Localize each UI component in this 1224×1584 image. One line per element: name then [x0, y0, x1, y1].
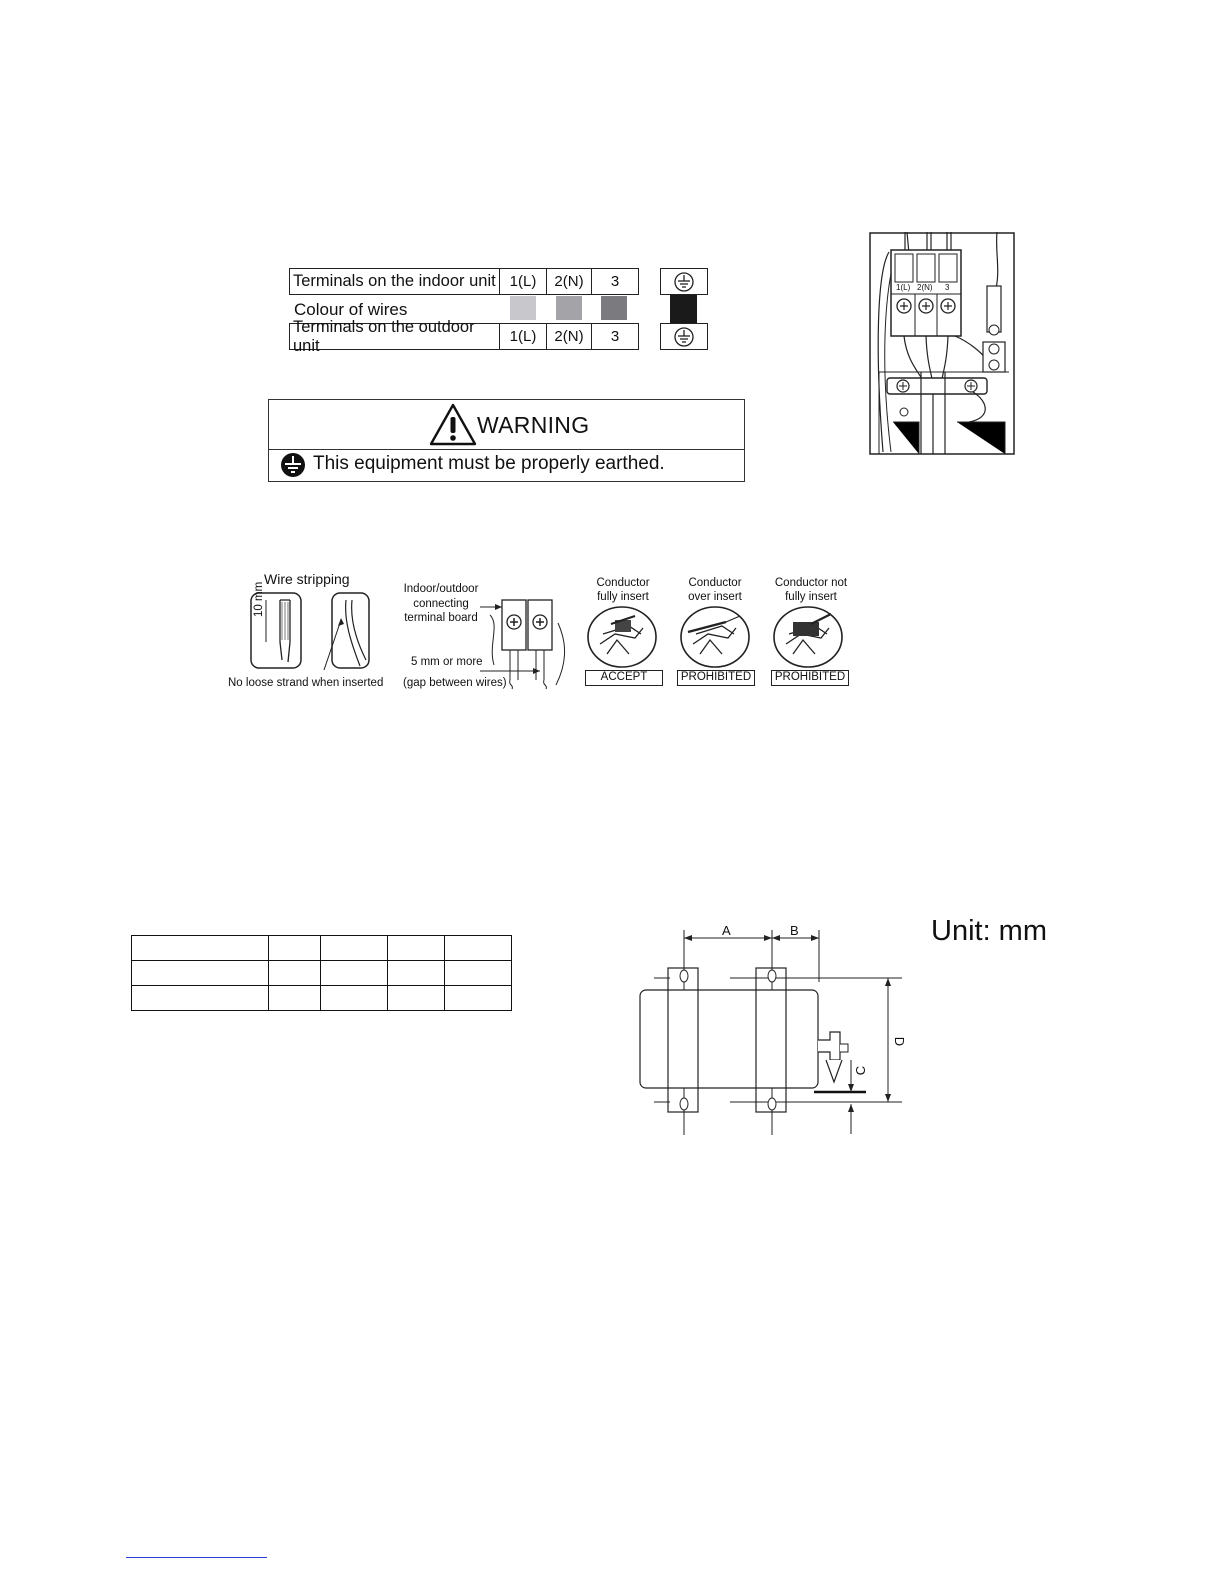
insertion-caption-not-full	[770, 576, 852, 604]
outdoor-terminals-label: Terminals on the outdoor unit	[289, 323, 500, 350]
figure-terminal-2: 2(N)	[917, 283, 933, 292]
terminal-board-label-line1: Indoor/outdoor	[403, 583, 479, 595]
outdoor-terminal-1: 1(L)	[499, 323, 547, 350]
terminal-board-figure	[869, 232, 1015, 455]
table-cell	[388, 936, 445, 961]
earth-ground-icon	[673, 271, 695, 293]
gap-note: (gap between wires)	[403, 677, 507, 689]
table-cell	[132, 986, 269, 1011]
table-cell	[445, 936, 512, 961]
table-cell	[132, 961, 269, 986]
indoor-terminals-label: Terminals on the indoor unit	[289, 268, 500, 295]
insertion-caption-1-line2: fully insert	[597, 591, 649, 603]
wire-colour-swatch-3	[601, 296, 627, 320]
indoor-terminal-1: 1(L)	[499, 268, 547, 295]
warning-divider	[269, 449, 744, 450]
table-cell	[132, 936, 269, 961]
outdoor-terminal-2: 2(N)	[546, 323, 592, 350]
dim-label-c: C	[853, 1065, 869, 1076]
verdict-prohibited-not-full: PROHIBITED	[771, 670, 849, 686]
terminal-board-gap-illustration	[480, 595, 570, 690]
table-cell	[388, 986, 445, 1011]
terminal-board-illustration	[869, 232, 1015, 455]
terminal-board-label-line2: connecting	[413, 597, 469, 610]
insertion-not-full-illustration	[774, 607, 842, 667]
unit-label: Unit: mm	[931, 915, 1047, 947]
dimension-table	[131, 935, 512, 1011]
table-cell	[445, 986, 512, 1011]
mounting-dimension-diagram	[630, 920, 920, 1135]
terminal-board-label	[401, 582, 481, 626]
outdoor-terminal-3: 3	[591, 323, 639, 350]
table-cell	[321, 961, 388, 986]
insertion-over-illustration	[681, 607, 749, 667]
conductor-insertion-illustrations	[585, 604, 855, 670]
insertion-accept-illustration	[588, 607, 656, 667]
table-cell	[445, 961, 512, 986]
table-cell	[321, 936, 388, 961]
table-row	[132, 961, 512, 986]
dim-label-d: D	[892, 1036, 908, 1047]
table-row	[132, 986, 512, 1011]
warning-title: WARNING	[477, 412, 590, 438]
insertion-caption-3-line1: Conductor not	[774, 577, 848, 589]
wire-colour-swatch-2	[556, 296, 582, 320]
no-loose-strand-note: No loose strand when inserted	[228, 677, 384, 689]
dim-label-a: A	[722, 923, 731, 938]
insertion-caption-accept	[588, 576, 658, 604]
earth-ground-icon	[673, 326, 695, 348]
insertion-caption-2-line1: Conductor	[688, 577, 742, 589]
verdict-accept: ACCEPT	[585, 670, 663, 686]
wire-stripping-illustration	[246, 590, 376, 670]
verdict-prohibited-over: PROHIBITED	[677, 670, 755, 686]
table-cell	[388, 961, 445, 986]
warning-triangle-icon	[429, 403, 477, 446]
figure-terminal-3: 3	[945, 283, 950, 292]
table-cell	[269, 986, 321, 1011]
wire-colour-swatch-1	[510, 296, 536, 320]
terminal-board-label-line3: terminal board	[404, 612, 478, 624]
footer-link-underline	[126, 1557, 267, 1558]
colour-of-wires-label: Colour of wires	[294, 300, 408, 319]
indoor-terminal-3: 3	[591, 268, 639, 295]
indoor-earth-terminal	[660, 268, 708, 295]
insertion-caption-3-line2: fully insert	[785, 591, 837, 603]
table-cell	[269, 961, 321, 986]
earth-ground-icon	[280, 452, 306, 478]
outdoor-earth-terminal	[660, 323, 708, 350]
indoor-terminal-2: 2(N)	[546, 268, 592, 295]
figure-terminal-1: 1(L)	[896, 283, 911, 292]
table-cell	[269, 936, 321, 961]
insertion-caption-2-line2: over insert	[688, 591, 742, 603]
table-cell	[321, 986, 388, 1011]
strip-length-label: 10 mm	[253, 581, 265, 617]
wire-colour-swatch-earth	[670, 295, 697, 323]
dim-label-b: B	[790, 923, 799, 938]
table-row	[132, 936, 512, 961]
gap-label: 5 mm or more	[411, 656, 483, 668]
insertion-caption-1-line1: Conductor	[596, 577, 650, 589]
warning-text: This equipment must be properly earthed.	[313, 453, 665, 474]
wire-stripping-title: Wire stripping	[264, 571, 350, 587]
insertion-caption-over	[680, 576, 750, 604]
